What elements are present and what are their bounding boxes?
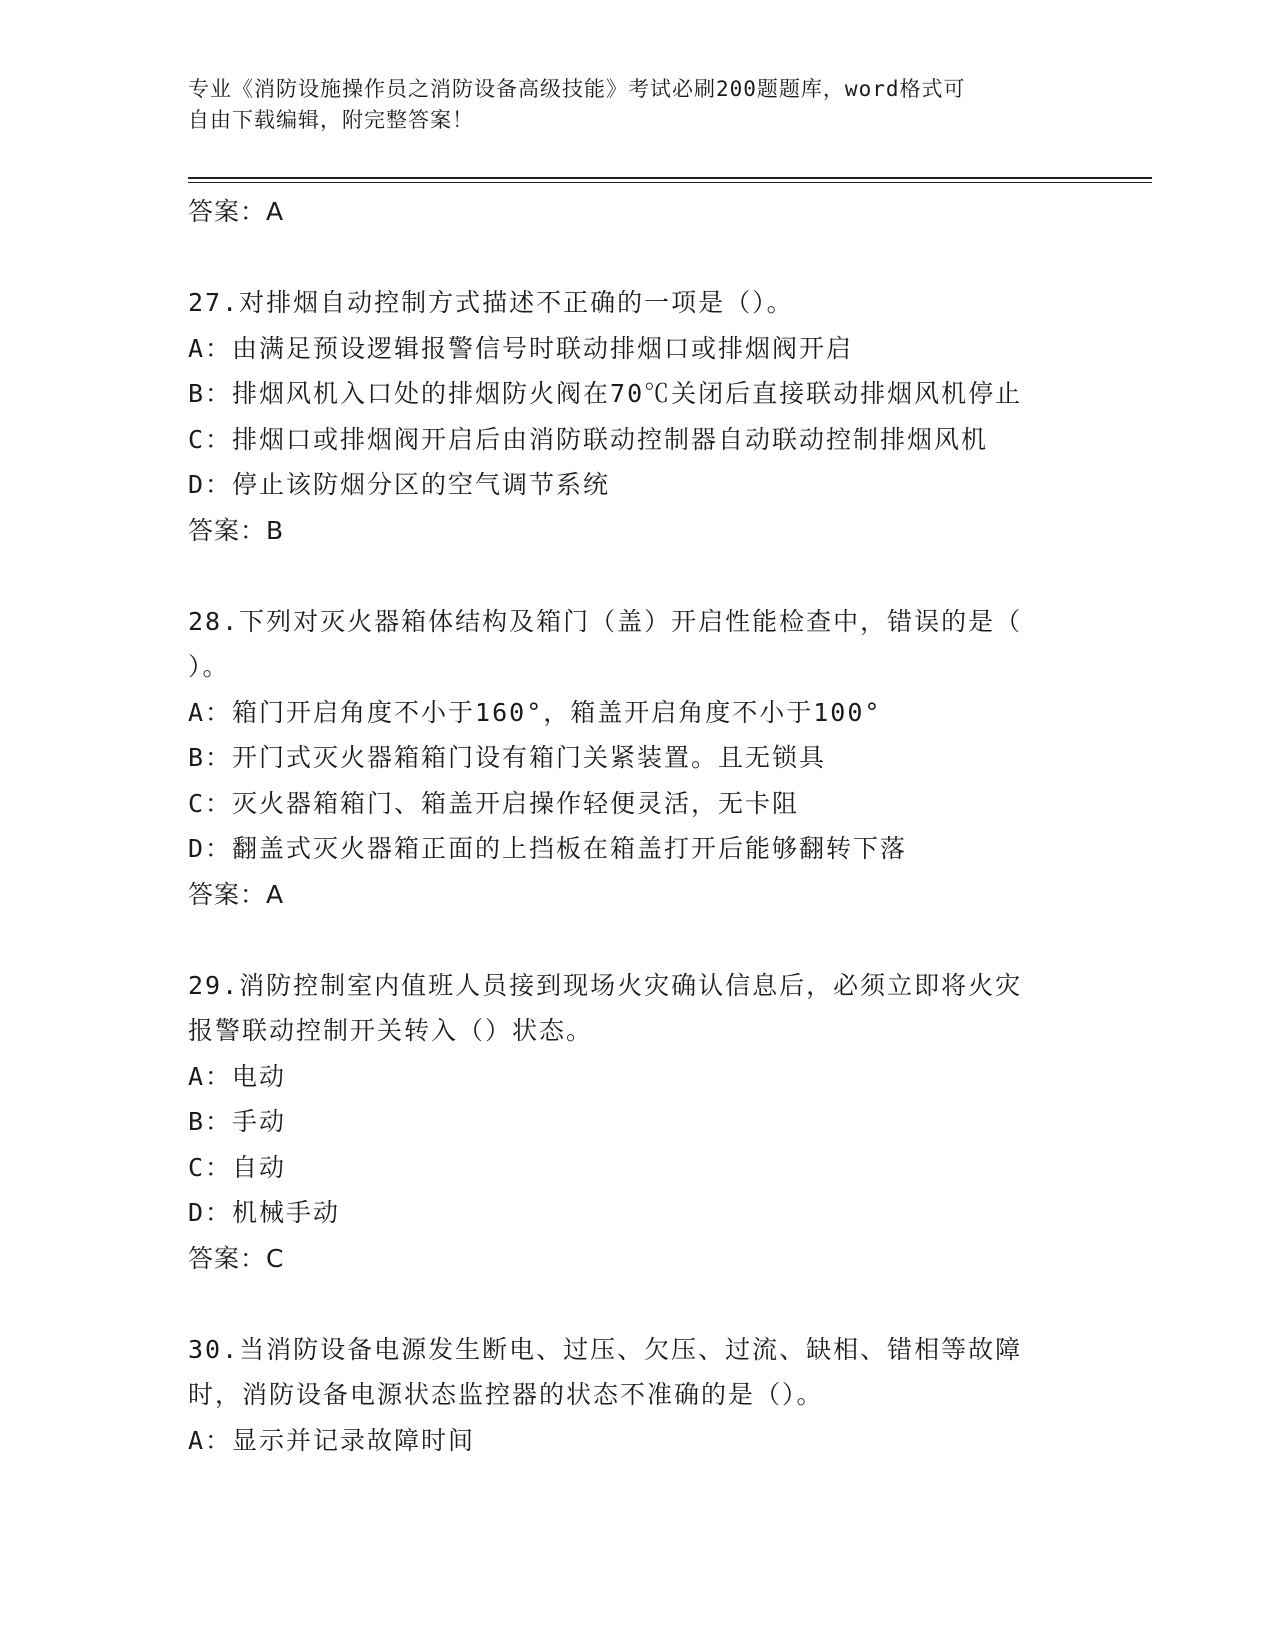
option-c: C：排烟口或排烟阀开启后由消防联动控制器自动联动控制排烟风机: [188, 424, 989, 454]
question-text: 时，消防设备电源状态监控器的状态不准确的是（）。: [188, 1380, 824, 1409]
spacer: [188, 917, 1088, 963]
question-text: 28.下列对灭火器箱体结构及箱门（盖）开启性能检查中，错误的是（: [188, 606, 1023, 636]
question-text: 30.当消防设备电源发生断电、过压、欠压、过流、缺相、错相等故障: [188, 1334, 1023, 1364]
header-divider-thick: [188, 177, 1152, 179]
option-a: A：由满足预设逻辑报警信号时联动排烟口或排烟阀开启: [188, 333, 854, 363]
question-text: 报警联动控制开关转入（）状态。: [188, 1016, 594, 1045]
spacer: [188, 553, 1088, 599]
answer-line: 答案：A: [188, 879, 285, 909]
spacer: [188, 1281, 1088, 1327]
question-list: [188, 189, 1088, 1463]
option-b: B：手动: [188, 1107, 287, 1136]
option-d: D：机械手动: [188, 1198, 341, 1227]
option-c: C：自动: [188, 1152, 287, 1182]
header-line: 专业《消防设施操作员之消防设备高级技能》考试必刷200题题库，word格式可: [188, 77, 966, 101]
document-header: [188, 74, 1068, 136]
option-a: A：电动: [188, 1061, 287, 1091]
question-text: ）。: [188, 652, 230, 681]
answer-line: 答案：A: [188, 197, 285, 226]
question-text: 29.消防控制室内值班人员接到现场火灾确认信息后，必须立即将火灾: [188, 970, 1023, 1000]
option-a: A：箱门开启角度不小于160°，箱盖开启角度不小于100°: [188, 697, 882, 727]
question-text: 27.对排烟自动控制方式描述不正确的一项是（）。: [188, 288, 794, 317]
header-divider-thin: [188, 182, 1152, 183]
option-b: B：排烟风机入口处的排烟防火阀在70℃关闭后直接联动排烟风机停止: [188, 379, 1023, 408]
option-a: A：显示并记录故障时间: [188, 1425, 476, 1455]
spacer: [188, 235, 1088, 281]
answer-line: 答案：C: [188, 1243, 285, 1273]
option-d: D：翻盖式灭火器箱正面的上挡板在箱盖打开后能够翻转下落: [188, 834, 908, 863]
answer-line: 答案：B: [188, 515, 285, 545]
option-d: D：停止该防烟分区的空气调节系统: [188, 470, 611, 499]
option-b: B：开门式灭火器箱箱门设有箱门关紧装置。且无锁具: [188, 743, 827, 772]
option-c: C：灭火器箱箱门、箱盖开启操作轻便灵活，无卡阻: [188, 788, 800, 818]
header-line: 自由下载编辑，附完整答案！: [188, 108, 474, 132]
